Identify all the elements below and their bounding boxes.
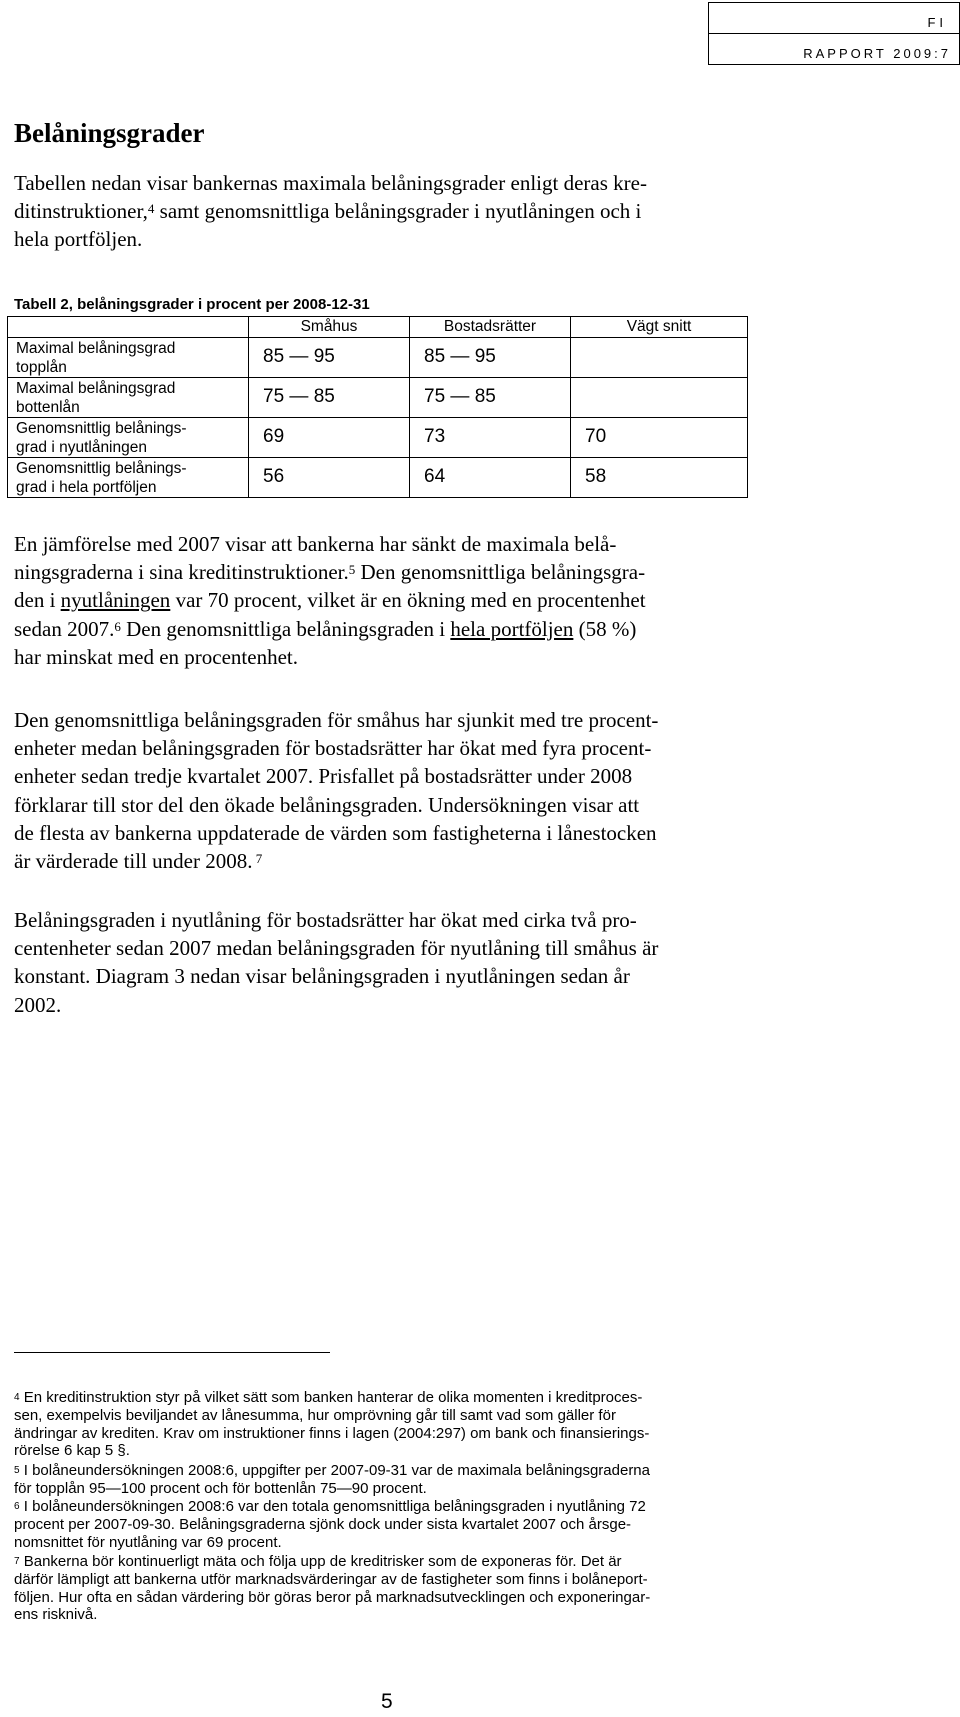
table-cell: 70 xyxy=(571,418,748,458)
section-title: Belåningsgrader xyxy=(14,118,205,148)
report-header xyxy=(708,2,960,64)
comparison-paragraph xyxy=(14,530,754,671)
intro-text: samt genomsnittliga belåningsgrader i nyutlåningen och i xyxy=(154,199,642,224)
paragraph-line: enheter sedan tredje kvartalet 2007. Prisfallet på bostadsrätter under 2008 xyxy=(14,764,633,789)
paragraph-text: Den genomsnittliga belåningsgra- xyxy=(355,560,646,585)
footnote-ref[interactable]: 7 xyxy=(252,851,263,867)
underlined-term: nyutlåningen xyxy=(60,588,171,613)
loan-to-value-table xyxy=(7,316,748,498)
paragraph-line: Belåningsgraden i nyutlåning för bostadsrätter har ökat med cirka två pro- xyxy=(14,908,637,932)
row-label-line: bottenlån xyxy=(16,399,80,416)
table-cell: 69 xyxy=(249,418,410,458)
footnote-line: sen, exempelvis beviljandet av lånesumma, hur omprövning går till samt vad som gäller för xyxy=(14,1406,616,1424)
paragraph-line xyxy=(14,558,754,586)
footnote-text: En kreditinstruktion styr på vilket sätt som banken hanterar de olika momenten i kreditproces- xyxy=(19,1389,643,1406)
paragraph-line: 2002. xyxy=(14,992,62,1017)
table-row xyxy=(8,418,748,458)
page-number: 5 xyxy=(381,1690,393,1713)
footnote-line xyxy=(14,1498,774,1516)
footnote-text: I bolåneundersökningen 2008:6 var den totala genomsnittliga belåningsgraden i nyutlåning 72 xyxy=(19,1498,646,1515)
paragraph-line xyxy=(14,586,754,614)
intro-line: Tabellen nedan visar bankernas maximala belåningsgrader enligt deras kre- xyxy=(14,171,647,195)
row-label xyxy=(8,378,249,418)
intro-line xyxy=(14,197,754,225)
footnote-line xyxy=(14,1553,774,1571)
paragraph-line: centenheter sedan 2007 medan belåningsgraden för nyutlåning till småhus är xyxy=(14,936,659,961)
footnote-line: följen. Hur ofta en sådan värdering bör göras beror på marknadsutvecklingen och exponeringar- xyxy=(14,1588,651,1606)
paragraph-line: har minskat med en procentenhet. xyxy=(14,644,298,669)
footnote-number: 7 xyxy=(14,1556,20,1567)
row-label xyxy=(8,418,249,458)
row-label-line: Maximal belåningsgrad xyxy=(16,340,176,357)
paragraph-line: konstant. Diagram 3 nedan visar belåningsgraden i nyutlåningen sedan år xyxy=(14,964,630,989)
paragraph-line: enheter medan belåningsgraden för bostadsrätter har ökat med fyra procent- xyxy=(14,736,652,761)
table-caption: Tabell 2, belåningsgrader i procent per 2008-12-31 xyxy=(14,296,370,313)
table-header-cell: Bostadsrätter xyxy=(410,317,571,338)
table-cell: 75 — 85 xyxy=(249,378,410,418)
table-header-row xyxy=(8,317,748,338)
row-label-line: grad i hela portföljen xyxy=(16,479,157,496)
paragraph-line xyxy=(14,847,754,875)
header-report-box xyxy=(708,33,960,65)
header-org: FI xyxy=(927,15,947,30)
table-row xyxy=(8,458,748,498)
row-label xyxy=(8,338,249,378)
footnote-line: procent per 2007-09-30. Belåningsgraderna sjönk dock under sista kvartalet 2007 och årsge- xyxy=(14,1515,632,1533)
paragraph-text: ningsgraderna i sina kreditinstruktioner. xyxy=(14,560,349,585)
table-cell xyxy=(571,338,748,378)
footnote-separator xyxy=(14,1352,330,1353)
intro-line: hela portföljen. xyxy=(14,227,143,252)
table-cell: 64 xyxy=(410,458,571,498)
paragraph-line: de flesta av bankerna uppdaterade de värden som fastigheterna i lånestocken xyxy=(14,820,657,845)
footnote-line: nomsnittet för nyutlåning var 69 procent. xyxy=(14,1533,282,1551)
paragraph-text: var 70 procent, vilket är en ökning med en procentenhet xyxy=(170,588,646,613)
table-row xyxy=(8,338,748,378)
table-cell: 73 xyxy=(410,418,571,458)
paragraph-text: är värderade till under 2008. xyxy=(14,849,253,874)
footnote-number: 4 xyxy=(14,1392,20,1403)
table-cell: 58 xyxy=(571,458,748,498)
footnote-line: rörelse 6 kap 5 §. xyxy=(14,1442,130,1460)
footnote-line xyxy=(14,1462,774,1480)
table-cell: 75 — 85 xyxy=(410,378,571,418)
underlined-term: hela portföljen xyxy=(450,616,574,641)
paragraph-text: sedan 2007. xyxy=(14,616,115,641)
footnote-ref[interactable]: 4 xyxy=(147,201,155,217)
row-label-line: Genomsnittlig belånings- xyxy=(16,460,187,477)
paragraph-text: (58 %) xyxy=(573,616,637,641)
footnote-line xyxy=(14,1389,774,1407)
footnote-ref[interactable]: 5 xyxy=(348,562,356,578)
row-label-line: topplån xyxy=(16,359,67,376)
footnote-5 xyxy=(14,1462,774,1498)
table-cell: 85 — 95 xyxy=(410,338,571,378)
table-header-cell: Vägt snitt xyxy=(571,317,748,338)
table-cell xyxy=(571,378,748,418)
footnote-line: för topplån 95—100 procent och för bottenlån 75—90 procent. xyxy=(14,1479,427,1497)
table-cell: 56 xyxy=(249,458,410,498)
footnote-text: I bolåneundersökningen 2008:6, uppgifter per 2007-09-31 var de maximala belåningsgraderna xyxy=(19,1462,650,1479)
footnote-7 xyxy=(14,1553,774,1624)
intro-text: ditinstruktioner, xyxy=(14,199,148,224)
row-label-line: Maximal belåningsgrad xyxy=(16,380,176,397)
row-label-line: Genomsnittlig belånings- xyxy=(16,420,187,437)
footnote-text: Bankerna bör kontinuerligt mäta och följa upp de kreditrisker som de exponeras för. Det är xyxy=(19,1553,622,1570)
paragraph-text: den i xyxy=(14,588,61,613)
footnote-6 xyxy=(14,1498,774,1551)
paragraph-text: Den genomsnittliga belåningsgraden i xyxy=(120,616,451,641)
table-header-cell xyxy=(8,317,249,338)
header-report: RAPPORT 2009:7 xyxy=(803,46,951,61)
footnote-4 xyxy=(14,1389,774,1460)
footnote-line: ändringar av krediten. Krav om instruktioner finns i lagen (2004:297) om bank och finansierings- xyxy=(14,1424,650,1442)
footnote-ref[interactable]: 6 xyxy=(114,618,121,634)
smahus-paragraph xyxy=(14,706,754,875)
footnote-number: 6 xyxy=(14,1501,20,1512)
footnote-line: därför lämpligt att bankerna utför marknadsvärderingar av de fastigheter som finns i bolåneport- xyxy=(14,1570,648,1588)
table-header-cell: Småhus xyxy=(249,317,410,338)
paragraph-line: En jämförelse med 2007 visar att bankerna har sänkt de maximala belå- xyxy=(14,532,617,556)
row-label xyxy=(8,458,249,498)
footnote-number: 5 xyxy=(14,1465,20,1476)
header-org-box xyxy=(708,2,960,33)
intro-paragraph xyxy=(14,169,754,254)
table-cell: 85 — 95 xyxy=(249,338,410,378)
paragraph-line: förklarar till stor del den ökade belåningsgraden. Undersökningen visar att xyxy=(14,792,640,817)
paragraph-line xyxy=(14,615,754,643)
row-label-line: grad i nyutlåningen xyxy=(16,439,147,456)
nyutlaning-paragraph xyxy=(14,906,754,1019)
table-row xyxy=(8,378,748,418)
footnote-line: ens risknivå. xyxy=(14,1606,98,1624)
paragraph-line: Den genomsnittliga belåningsgraden för småhus har sjunkit med tre procent- xyxy=(14,708,659,732)
